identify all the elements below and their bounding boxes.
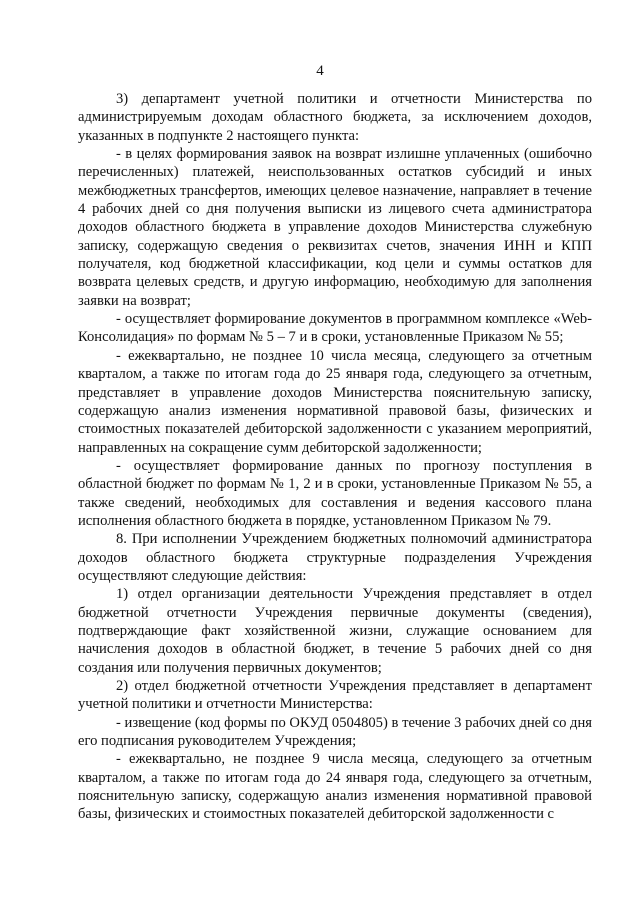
paragraph: - ежеквартально, не позднее 9 числа месяца, следующего за отчетным кварталом, а также по итогам года до 24 января года, следующего за отчетным, пояснительную записку, содержащую анализ изменения нормативной правовой базы, физических и стоимостных показателей дебиторской задолженности с: [78, 751, 592, 823]
paragraph: - осуществляет формирование данных по прогнозу поступления в областной бюджет по формам № 1, 2 и в сроки, установленные Приказом № 55, а также сведений, необходимых для составления и ведения кассового плана исполнения областного бюджета в порядке, установленном Приказом № 79.: [78, 457, 592, 529]
paragraph: - осуществляет формирование документов в программном комплексе «Web-Консолидация» по формам № 5 – 7 и в сроки, установленные Приказом № 55;: [78, 311, 592, 346]
paragraph: - извещение (код формы по ОКУД 0504805) в течение 3 рабочих дней со дня его подписания руководителем Учреждения;: [78, 714, 592, 750]
paragraph: 2) отдел бюджетной отчетности Учреждения представляет в департамент учетной политики и отчетности Министерства:: [78, 678, 592, 713]
paragraph: 3) департамент учетной политики и отчетности Министерства по администрируемым доходам областного бюджета, за исключением доходов, указанных в подпункте 2 настоящего пункта:: [78, 91, 592, 144]
paragraph: - в целях формирования заявок на возврат излишне уплаченных (ошибочно перечисленных) платежей, неиспользованных остатков субсидий и иных межбюджетных трансфертов, имеющих целевое назначение, направляет в течение 4 рабочих дней со дня получения выписки из лицевого счета администратора доходов областного бюджета в управление доходов Министерства служебную записку, содержащую сведения о реквизитах счетов, значения ИНН и КПП получателя, код бюджетной классификации, код цели и суммы остатков для возврата целевых средств, и другую информацию, необходимую для заполнения заявки на возврат;: [78, 146, 592, 309]
paragraph: - ежеквартально, не позднее 10 числа месяца, следующего за отчетным кварталом, а также по итогам года до 25 января года, следующего за отчетным, представляет в управление доходов Министерства пояснительную записку, содержащую анализ изменения нормативной правовой базы, физических и стоимостных показателей дебиторской задолженности с указанием мероприятий, направленных на сокращение сумм дебиторской задолженности;: [78, 347, 592, 456]
paragraph: 1) отдел организации деятельности Учреждения представляет в отдел бюджетной отчетности Учреждения первичные документы (сведения), подтверждающие факт хозяйственной жизни, служащие основанием для начисления доходов в областной бюджет, в течение 5 рабочих дней со дня создания или получения первичных документов;: [78, 586, 592, 676]
document-body: [78, 90, 592, 824]
paragraph: 8. При исполнении Учреждением бюджетных полномочий администратора доходов областного бюджета структурные подразделения Учреждения осуществляют следующие действия:: [78, 531, 592, 584]
page-number: 4: [316, 63, 324, 79]
